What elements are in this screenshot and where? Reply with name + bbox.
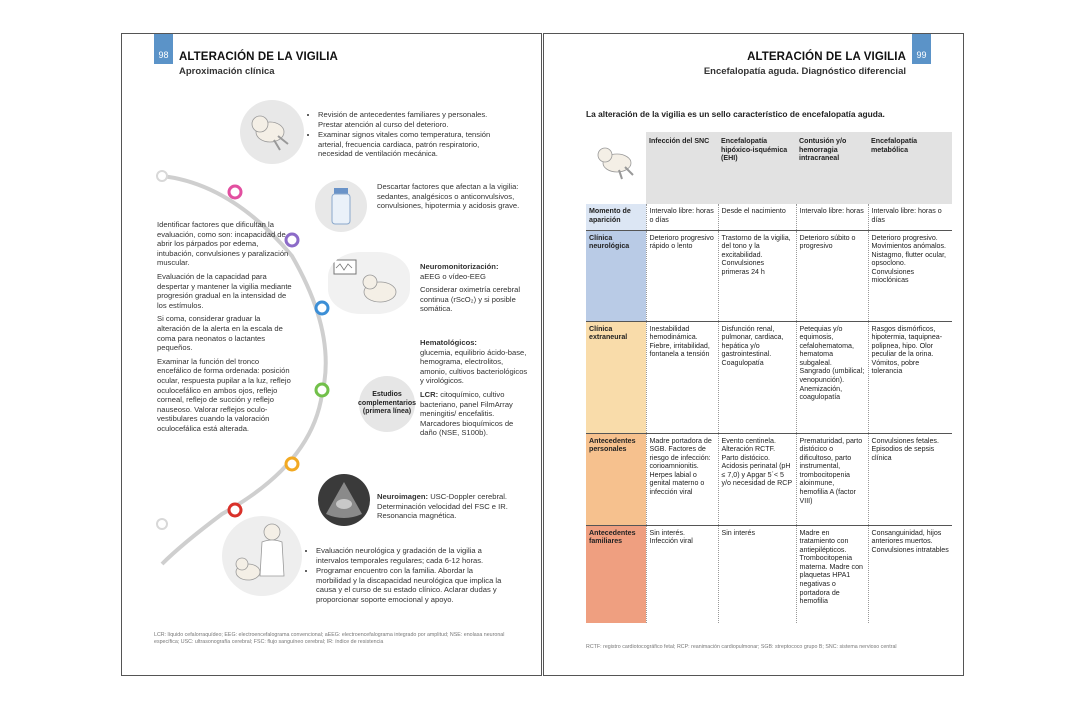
table-cell: Convulsiones fetales. Episodios de sepsis clínica: [868, 433, 952, 525]
table-row: [586, 230, 952, 321]
history-bullets: [310, 110, 510, 160]
table-cell: Sin interés. Infección viral: [646, 525, 718, 623]
neuroimaging-block: [377, 492, 527, 521]
lcr-text: citoquímico, cultivo bacteriano, panel FilmArray meningitis/ encefalitis. Marcadores bioquímicos de daño (NSE, S100b).: [420, 389, 514, 438]
table-row: [586, 204, 952, 230]
bullet-item: • Revisión de antecedentes familiares y personales. Prestar atención al curso del deterioro.: [318, 110, 510, 129]
assessment-paragraph: Examinar la función del tronco encefálico de forma ordenada: posición ocular, respuesta pupilar a la luz, reflejo oculocefálico en ambos ojos, reflejo corneal, reflejo de succión y reflejo nauseoso. Valorar reflejos oculo-vestibulares cuando la valoración oculocefálica está alterada.: [157, 356, 291, 433]
row-header: Antecedentes familiares: [586, 525, 646, 623]
row-header: Clínica extraneural: [586, 321, 646, 433]
table-cell: Intervalo libre: horas o días: [646, 204, 718, 230]
table-row: [586, 525, 952, 623]
baby-illustration: [240, 100, 304, 164]
hemato-title: Hematológicos:: [420, 338, 477, 347]
followup-bullets: [308, 546, 508, 606]
assessment-paragraph: Si coma, considerar graduar la alteración de la alerta en la escala de coma para neonatos o lactantes pequeños.: [157, 314, 283, 353]
table-cell: Consanguinidad, hijos anteriores muertos. Convulsiones intratables: [868, 525, 952, 623]
vial-illustration: [315, 180, 367, 232]
table-cell: Petequias y/o equimosis, cefalohematoma, hematoma subgaleal. Sangrado (umbilical; venopunción). Anemización, coagulopatía: [796, 321, 868, 433]
neuromonitoring-text: aEEG o vídeo-EEG: [420, 271, 486, 281]
column-header: Encefalopatía hipóxico-isquémica (EHI): [718, 132, 796, 204]
differential-diagnosis-table: [586, 132, 952, 623]
bullet-item: • Examinar signos vitales como temperatura, tensión arterial, frecuencia cardiaca, patrón respiratorio, necesidad de ventilación mecánica.: [318, 130, 510, 159]
table-cell: Evento centinela. Alteración RCTF. Parto distócico. Acidosis perinatal (pH ≤ 7,0) y Apgar 5´< 5 y/o necesidad de RCP: [718, 433, 796, 525]
baby-icon: [589, 137, 641, 183]
page-number: 98: [154, 34, 173, 64]
labs-block: [420, 338, 528, 438]
baby-icon-cell: [586, 132, 646, 204]
right-page: [543, 33, 964, 676]
drugs-text: Descartar factores que afectan a la vigilia: sedantes, analgésicos o anticonvulsivos, convulsiones, hipotermia y acidosis grave.: [377, 182, 520, 211]
page-title: ALTERACIÓN DE LA VIGILIA: [179, 51, 338, 63]
footnote: RCTF: registro cardiotocográfico fetal; RCP: reanimación cardiopulmonar; SGB: streptococo grupo B; SNC: sistema nervioso central: [586, 644, 897, 650]
neuroimaging-title: Neuroimagen:: [377, 492, 429, 501]
neuromonitoring-title: Neuromonitorización:: [420, 262, 499, 271]
timeline-dot-history: [229, 186, 241, 198]
table-cell: Deterioro progresivo. Movimientos anómalos. Nistagmo, flutter ocular, opsoclono. Convulsiones mioclónicas: [868, 230, 952, 321]
intro-text: La alteración de la vigilia es un sello característico de encefalopatía aguda.: [586, 109, 885, 119]
timeline-dot-followup: [229, 504, 241, 516]
row-header: Clínica neurológica: [586, 230, 646, 321]
table-cell: Prematuridad, parto distócico o dificultoso, parto instrumental, trombocitopenia aloinmune, hemofilia A (factor VIII): [796, 433, 868, 525]
column-header: Encefalopatía metabólica: [868, 132, 952, 204]
row-header: Momento de aparición: [586, 204, 646, 230]
page-title: ALTERACIÓN DE LA VIGILIA: [747, 51, 906, 63]
table-cell: Intervalo libre: horas: [796, 204, 868, 230]
table-cell: Inestabilidad hemodinámica. Fiebre, irritabilidad, fontanela a tensión: [646, 321, 718, 433]
table-cell: Intervalo libre: horas o días: [868, 204, 952, 230]
column-header: Contusión y/o hemorragia intracraneal: [796, 132, 868, 204]
table-cell: Sin interés: [718, 525, 796, 623]
studies-label: Estudios complementarios (primera línea): [359, 376, 415, 432]
monitoring-illustration: [328, 252, 410, 314]
table-row: [586, 433, 952, 525]
table-cell: Deterioro súbito o progresivo: [796, 230, 868, 321]
neuroimaging-text: USC-Doppler cerebral. Determinación velocidad del FSC e IR. Resonancia magnética.: [377, 492, 508, 521]
bullet-item: • Programar encuentro con la familia. Abordar la morbilidad y la discapacidad neurológica que implica la causa y el curso de su estado clínico. Aclarar dudas y proporcionar soporte emocional y apoyo.: [316, 566, 508, 604]
hemato-text: glucemia, equilibrio ácido-base, hemograma, electrolitos, amonio, cultivos bacteriológicos y virológicos.: [420, 347, 528, 386]
bullet-item: • Evaluación neurológica y gradación de la vigilia a intervalos temporales regulares; cada 6-12 horas.: [316, 546, 508, 565]
page-subtitle: Encefalopatía aguda. Diagnóstico diferencial: [703, 66, 906, 77]
ultrasound-illustration: [318, 474, 370, 526]
footnote: LCR: líquido cefalorraquídeo; EEG: electroencefalograma convencional; aEEG: electroencefalograma integrado por amplitud; NSE: enolasa neuronal específica; USC: ultrasonografía cerebral; FSC: flujo sanguíneo cerebral; IR: índice de resistencia: [154, 632, 505, 645]
timeline-dot-labs: [316, 384, 328, 396]
table-cell: Disfunción renal, pulmonar, cardiaca, hepática y/o gastrointestinal. Coagulopatía: [718, 321, 796, 433]
neuromonitoring-block: [420, 262, 528, 314]
table-cell: Madre portadora de SGB. Factores de riesgo de infección: corioamnionitis. Herpes labial o genital materno o infección viral: [646, 433, 718, 525]
family-illustration: [222, 516, 302, 596]
table-cell: Madre en tratamiento con antiepilépticos. Trombocitopenia materna. Madre con plaquetas HPA1 negativas o portadora de hemofilia: [796, 525, 868, 623]
left-page: [121, 33, 542, 676]
assessment-paragraphs: [157, 220, 292, 433]
table-cell: Deterioro progresivo rápido o lento: [646, 230, 718, 321]
lcr-title: LCR:: [420, 389, 439, 399]
page-number: 99: [912, 34, 931, 64]
assessment-paragraph: Evaluación de la capacidad para despertar y mantener la vigilia mediante progresión gradual en la intensidad de los estímulos.: [157, 271, 292, 310]
timeline-dot-imaging: [286, 458, 298, 470]
table-cell: Desde el nacimiento: [718, 204, 796, 230]
table-cell: Trastorno de la vigilia, del tono y la excitabilidad. Convulsiones primeras 24 h: [718, 230, 796, 321]
row-header: Antecedentes personales: [586, 433, 646, 525]
column-header: Infección del SNC: [646, 132, 718, 204]
timeline-dot-monitoring: [316, 302, 328, 314]
table-row: [586, 321, 952, 433]
timeline-dot-end: [157, 519, 167, 529]
assessment-paragraph: Identificar factores que dificultan la evaluación, como son: incapacidad de abrir los párpados por edema, intubación, convulsiones y paralización muscular.: [157, 220, 289, 268]
table-cell: Rasgos dismórficos, hipotermia, taquipnea-polipnea, hipo. Olor peculiar de la orina. Vómitos, pobre tolerancia: [868, 321, 952, 433]
page-subtitle: Aproximación clínica: [179, 66, 275, 77]
timeline-dot-start: [157, 171, 167, 181]
oximetry-text: Considerar oximetría cerebral continua (rScO₂) y si posible somática.: [420, 285, 521, 314]
